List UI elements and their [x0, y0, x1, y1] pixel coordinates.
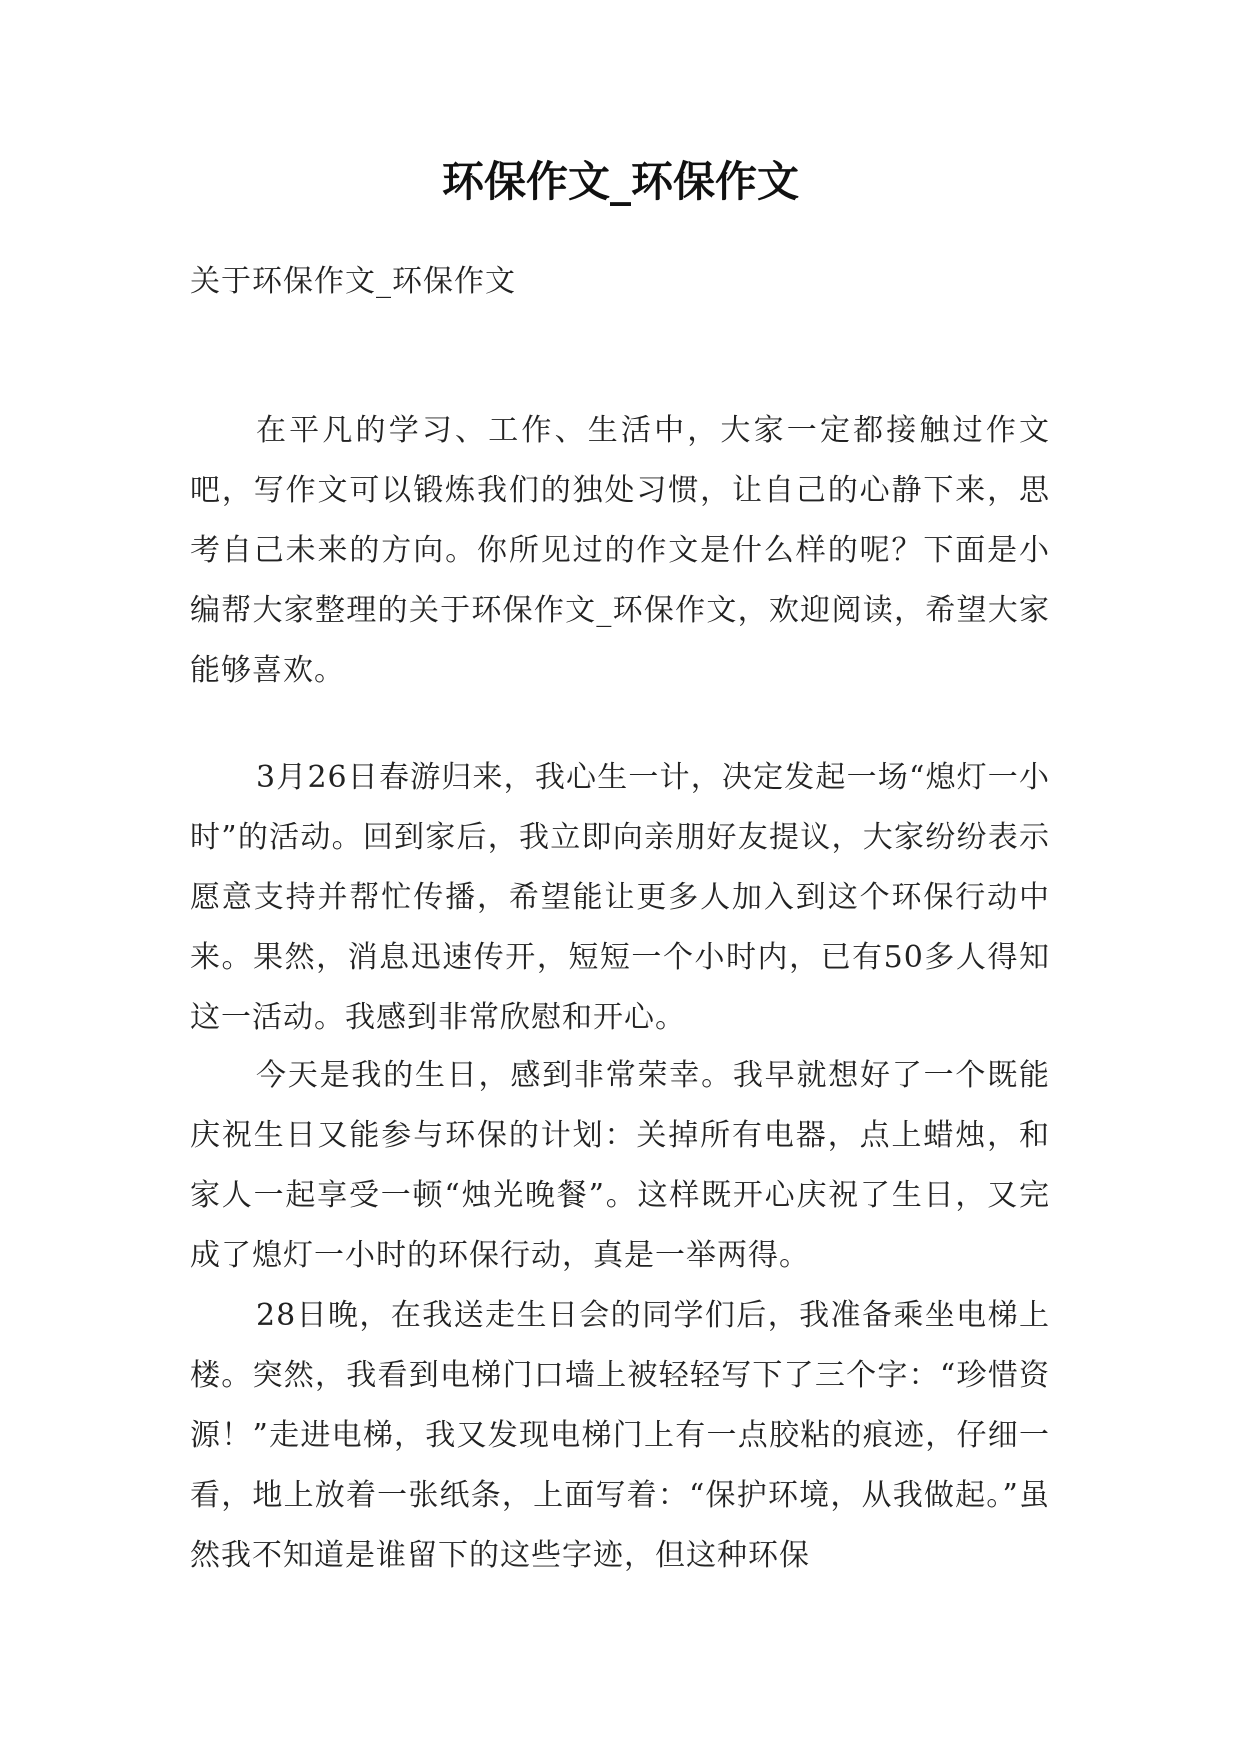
paragraph-body: 3月26日春游归来，我心生一计，决定发起一场“熄灯一小时”的活动。回到家后，我立即向亲朋好友提议，大家纷纷表示愿意支持并帮忙传播，希望能让更多人加入到这个环保行动中来。果然，消息迅速传开，短短一个小时内，已有50多人得知这一活动。我感到非常欣慰和开心。	[190, 760, 1050, 1035]
paragraph-body: 28日晚，在我送走生日会的同学们后，我准备乘坐电梯上楼。突然，我看到电梯门口墙上被轻轻写下了三个字：“珍惜资源！”走进电梯，我又发现电梯门上有一点胶粘的痕迹，仔细一看，地上放着一张纸条，上面写着：“保护环境，从我做起。”虽然我不知道是谁留下的这些字迹，但这种环保	[190, 1298, 1050, 1573]
document-subtitle: 关于环保作文_环保作文	[190, 264, 516, 299]
document-title: 环保作文_环保作文	[441, 157, 799, 206]
paragraph-intro: 在平凡的学习、工作、生活中，大家一定都接触过作文吧，写作文可以锻炼我们的独处习惯，让自己的心静下来，思考自己未来的方向。你所见过的作文是什么样的呢？下面是小编帮大家整理的关于环保作文_环保作文，欢迎阅读，希望大家能够喜欢。	[190, 413, 1050, 688]
paragraph-body: 今天是我的生日，感到非常荣幸。我早就想好了一个既能庆祝生日又能参与环保的计划：关掉所有电器，点上蜡烛，和家人一起享受一顿“烛光晚餐”。这样既开心庆祝了生日，又完成了熄灯一小时的环保行动，真是一举两得。	[190, 1058, 1050, 1273]
